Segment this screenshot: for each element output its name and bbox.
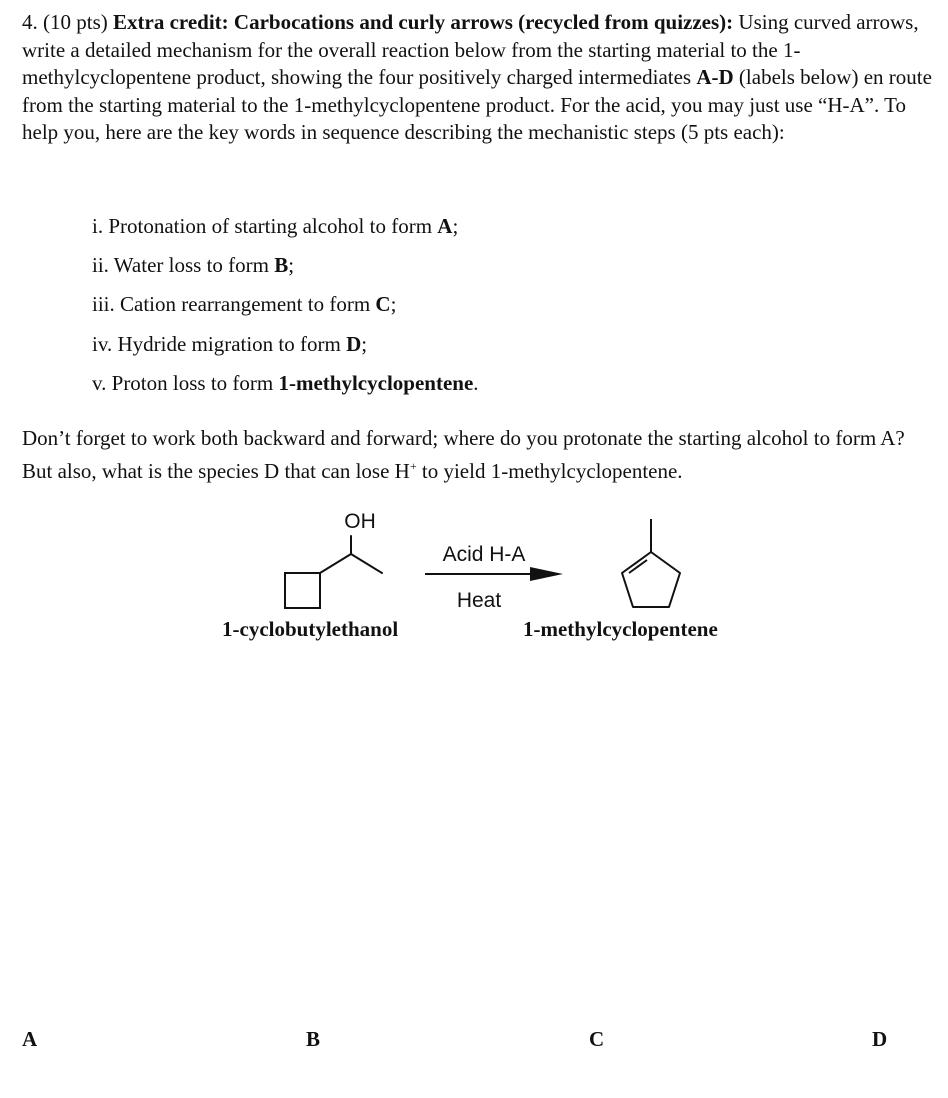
mechanism-steps-list <box>92 212 479 408</box>
question-body-2: (labels below) en route from the starting material to the 1-methylcyclopentene product. For the acid, you may just use “H-A”. To help you, here are the key words in sequence describing the mechanistic steps (5 pts each): <box>22 65 932 144</box>
intermediate-label-c: C <box>589 1027 605 1051</box>
hydroxyl-label: OH <box>344 510 376 533</box>
step-item: iii. Cation rearrangement to form C; <box>92 292 397 317</box>
reaction-scheme <box>0 500 948 660</box>
product-name: 1-methylcyclopentene <box>523 617 718 641</box>
reaction-arrow <box>425 567 563 581</box>
intermediate-label-d: D <box>872 1027 888 1051</box>
intermediate-label-b: B <box>306 1027 321 1051</box>
question-points: (10 pts) <box>43 10 108 34</box>
step-item: i. Protonation of starting alcohol to form A; <box>92 214 459 238</box>
reagent-heat-label: Heat <box>456 589 502 612</box>
intermediate-label-a: A <box>22 1027 38 1051</box>
question-number: 4. <box>22 10 38 34</box>
reactant-name: 1-cyclobutylethanol <box>222 617 399 641</box>
step-item: v. Proton loss to form 1-methylcyclopentene. <box>92 370 479 395</box>
reagent-acid-label: Acid H-A <box>442 543 526 566</box>
question-body-1: Using curved arrows, write a detailed mechanism for the overall reaction below from the starting material to the 1-methylcyclopentene product, showing the four positively charged intermediates <box>22 10 919 89</box>
reaction-scheme-svg <box>0 500 948 660</box>
step-item: ii. Water loss to form B; <box>92 253 295 278</box>
hint-paragraph: Don’t forget to work both backward and forward; where do you protonate the starting alcohol to form A? But also, what is the species D that can lose H+ to yield 1-methylcyclopentene. <box>22 426 905 483</box>
step-item: iv. Hydride migration to form D; <box>92 331 368 356</box>
intermediates-label: A-D <box>696 65 734 89</box>
cyclobutylethanol-structure <box>285 536 382 608</box>
question-title: Extra credit: Carbocations and curly arrows (recycled from quizzes): <box>113 10 734 34</box>
methylcyclopentene-structure <box>622 519 680 607</box>
question-prompt <box>22 9 940 147</box>
